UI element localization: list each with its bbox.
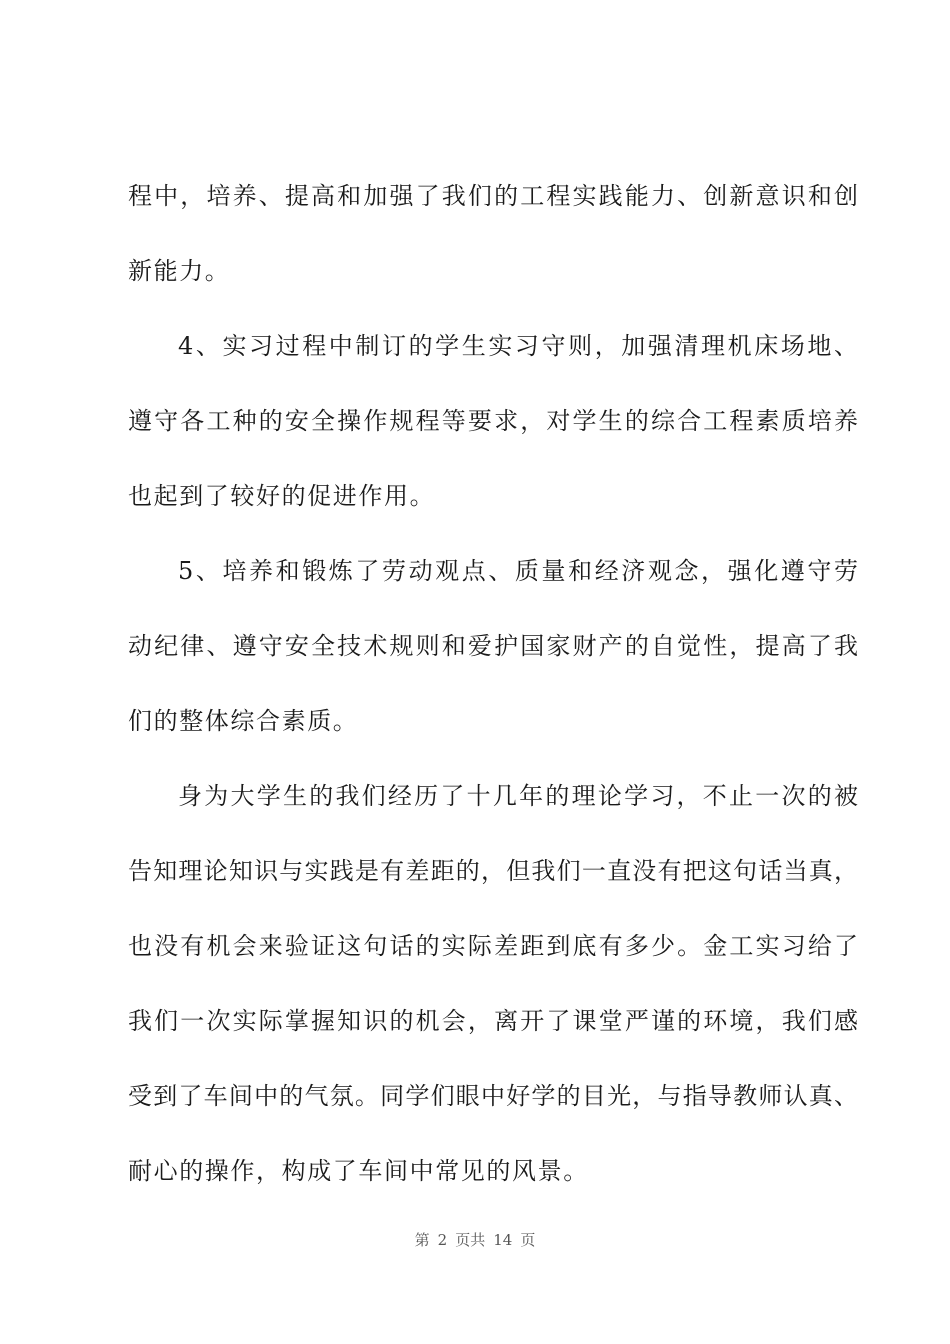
text-line: 身为大学生的我们经历了十几年的理论学习，不止一次的被: [178, 782, 858, 810]
text-line: 4、实习过程中制订的学生实习守则，加强清理机床场地、: [178, 332, 858, 360]
text-line: 们的整体综合素质。: [128, 707, 359, 735]
text-line: 动纪律、遵守安全技术规则和爱护国家财产的自觉性，提高了我: [128, 632, 858, 660]
text-line: 我们一次实际掌握知识的机会，离开了课堂严谨的环境，我们感: [128, 1007, 858, 1035]
footer-suffix: 页: [520, 1231, 536, 1249]
text-line: 也起到了较好的促进作用。: [128, 482, 436, 510]
text-line: 告知理论知识与实践是有差距的，但我们一直没有把这句话当真，: [128, 857, 858, 885]
text-line: 新能力。: [128, 257, 231, 285]
text-line: 程中，培养、提高和加强了我们的工程实践能力、创新意识和创: [128, 182, 858, 210]
text-line: 耐心的操作，构成了车间中常见的风景。: [128, 1157, 589, 1185]
text-line: 也没有机会来验证这句话的实际差距到底有多少。金工实习给了: [128, 932, 858, 960]
footer-middle: 页共: [455, 1231, 486, 1249]
footer-prefix: 第: [414, 1231, 430, 1249]
footer-total-pages: 14: [493, 1231, 513, 1249]
text-line: 5、培养和锻炼了劳动观点、质量和经济观念，强化遵守劳: [178, 557, 858, 585]
footer-page-number: 2: [437, 1231, 448, 1249]
text-line: 受到了车间中的气氛。同学们眼中好学的目光，与指导教师认真、: [128, 1082, 858, 1110]
page-footer: [0, 1228, 950, 1252]
text-line: 遵守各工种的安全操作规程等要求，对学生的综合工程素质培养: [128, 407, 858, 435]
